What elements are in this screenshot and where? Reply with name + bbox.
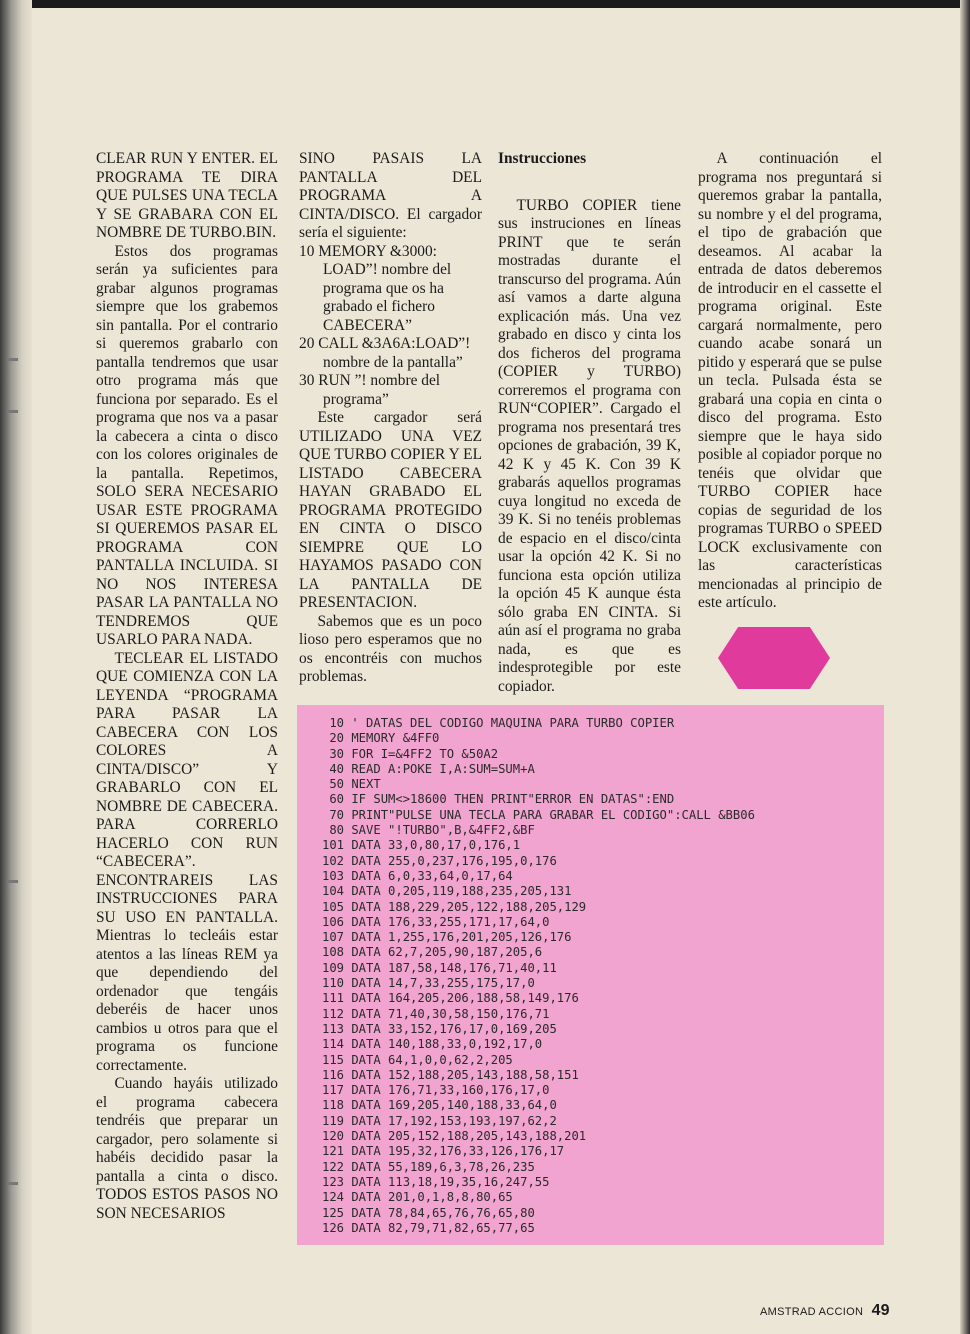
article-column-1	[96, 150, 278, 1223]
binding-staple	[8, 410, 18, 413]
paragraph: Estos dos programas serán ya suficientes para grabar algunos programas siempre que los grabemos sin pantalla. Por el contrario si queremos grabarlo con pantalla tendremos que usar otro programa más que funciona por separado. Es el programa que nos va a pasar la cabecera a cinta o disco con los colores originales de la pantalla. Repetimos, SOLO SERA NECESARIO USAR ESTE PROGRAMA SI QUEREMOS PASAR EL PROGRAMA CON PANTALLA INCLUIDA. SI NO NOS INTERESA PASAR LA PANTALLA NO TENDREMOS QUE USARLO PARA NADA.	[96, 242, 278, 648]
listing-line: 109 DATA 187,58,148,176,71,40,11	[322, 960, 557, 975]
listing-line: 103 DATA 6,0,33,64,0,17,64	[322, 868, 513, 883]
listing-line: 120 DATA 205,152,188,205,143,188,201	[322, 1129, 587, 1144]
listing-line: 70 PRINT"PULSE UNA TECLA PARA GRABAR EL CODIGO":CALL &BB06	[322, 807, 755, 822]
listing-line: 102 DATA 255,0,237,176,195,0,176	[322, 853, 557, 868]
listing-line: 123 DATA 113,18,19,35,16,247,55	[322, 1174, 550, 1189]
paragraph: SINO PASAIS LA PANTALLA DEL PROGRAMA A CINTA/DISCO. El cargador sería el siguiente:	[299, 150, 482, 241]
paragraph: TURBO COPIER tiene sus instruciones en líneas PRINT que te serán mostradas durante el transcurso del programa. Aún así vamos a darte alguna explicación más. Una vez grabado en disco y cinta los dos ficheros del programa (COPIER y TURBO) correremos el programa con RUN“COPIER”. Cargado el programa nos presentará tres opciones de grabación, 39 K, 42 K y 45 K. Con 39 K grabarás aquellos programas cuya longitud no exceda de 39 K. Si no tenéis problemas de espacio en el disco/cinta usar la opción 42 K. Si no funciona esta opción utiliza la opción 45 K aunque ésta sólo graba EN CINTA. Si aún así el programa no graba nada, es que es indesprotegible por este copiador.	[498, 196, 681, 695]
listing-line: 116 DATA 152,188,205,143,188,58,151	[322, 1067, 579, 1082]
listing-line: 80 SAVE "!TURBO",B,&4FF2,&BF	[322, 823, 535, 838]
listing-line: 10 ' DATAS DEL CODIGO MAQUINA PARA TURBO COPIER	[322, 716, 675, 730]
listing-line: 20 MEMORY &4FF0	[322, 731, 440, 746]
binding-staple	[8, 1182, 18, 1185]
magazine-name: AMSTRAD ACCION	[760, 1306, 864, 1318]
loader-line: 10 MEMORY &3000: LOAD”! nombre del programa que os ha grabado el fichero CABECERA”	[299, 242, 452, 334]
listing-line: 40 READ A:POKE I,A:SUM=SUM+A	[322, 761, 535, 776]
paragraph: CLEAR RUN Y ENTER. EL PROGRAMA TE DIRA QUE PULSES UNA TECLA Y SE GRABARA CON EL NOMBRE DE TURBO.BIN.	[96, 150, 278, 241]
listing-line: 50 NEXT	[322, 777, 381, 792]
listing-line: 121 DATA 195,32,176,33,126,176,17	[322, 1144, 565, 1159]
listing-line: 106 DATA 176,33,255,171,17,64,0	[322, 914, 550, 929]
listing-line: 30 FOR I=&4FF2 TO &50A2	[322, 746, 499, 761]
right-edge	[960, 0, 970, 1334]
hexagon-end-mark	[718, 627, 830, 689]
basic-listing-box	[297, 705, 884, 1245]
listing-line: 105 DATA 188,229,205,122,188,205,129	[322, 899, 587, 914]
listing-line: 126 DATA 82,79,71,82,65,77,65	[322, 1220, 535, 1235]
listing-line: 125 DATA 78,84,65,76,76,65,80	[322, 1205, 535, 1220]
binding-staple	[8, 358, 18, 361]
listing-line: 115 DATA 64,1,0,0,62,2,205	[322, 1052, 513, 1067]
listing-line: 112 DATA 71,40,30,58,150,176,71	[322, 1006, 550, 1021]
binding-staple	[8, 880, 18, 883]
listing-line: 124 DATA 201,0,1,8,8,80,65	[322, 1190, 513, 1205]
paragraph: Cuando hayáis utilizado el programa cabecera tendréis que preparar un cargador, pero solamente si habéis decidido pasar la pantalla a cinta o disco. TODOS ESTOS PASOS NO SON NECESARIOS	[96, 1075, 278, 1222]
loader-line: 20 CALL &3A6A:LOAD”! nombre de la pantalla”	[299, 335, 471, 371]
listing-line: 118 DATA 169,205,140,188,33,64,0	[322, 1098, 557, 1113]
listing-line: 114 DATA 140,188,33,0,192,17,0	[322, 1037, 543, 1052]
paragraph: Sabemos que es un poco lioso pero esperamos que no os encontréis con muchos problemas.	[299, 612, 482, 685]
listing-line: 117 DATA 176,71,33,160,176,17,0	[322, 1083, 550, 1098]
listing-line: 104 DATA 0,205,119,188,235,205,131	[322, 884, 572, 899]
listing-line: 111 DATA 164,205,206,188,58,149,176	[322, 991, 579, 1006]
listing-line: 110 DATA 14,7,33,255,175,17,0	[322, 976, 535, 991]
paragraph: Este cargador será UTILIZADO UNA VEZ QUE TURBO COPIER Y EL LISTADO CABECERA HAYAN GRABADO EL PROGRAMA PROTEGIDO EN CINTA O DISCO SIEMPRE QUE LO HAYAMOS PASADO CON LA PANTALLA DE PRESENTACION.	[299, 409, 482, 611]
article-column-2	[299, 150, 482, 687]
paragraph: A continuación el programa nos preguntará si queremos grabar la pantalla, su nombre y el del programa, el tipo de grabación que deseamos. Al acabar la entrada de datos deberemos de introducir en el cassette el programa original. Este cargará normalmente, pero cuando acabe sonará un pitido y esperará que se pulse un tecla. Pulsada ésta se grabará una copia en cinta o disco del programa. Esto siempre que le haya sido posible al copiador porque no tenéis que olvidar que TURBO COPIER hace copias de seguridad de los programas TURBO o SPEED LOCK exclusivamente con las características mencionadas al principio de este artículo.	[698, 150, 882, 611]
listing-line: 113 DATA 33,152,176,17,0,169,205	[322, 1021, 557, 1036]
loader-line: 30 RUN ”! nombre del programa”	[299, 372, 441, 408]
listing-line: 119 DATA 17,192,153,193,197,62,2	[322, 1113, 557, 1128]
section-heading: Instrucciones	[498, 150, 587, 167]
page-footer	[760, 1302, 889, 1320]
article-column-4	[698, 150, 882, 613]
listing-lines	[322, 716, 755, 1236]
listing-line: 107 DATA 1,255,176,201,205,126,176	[322, 930, 572, 945]
listing-line: 101 DATA 33,0,80,17,0,176,1	[322, 838, 521, 853]
listing-line: 122 DATA 55,189,6,3,78,26,235	[322, 1159, 535, 1174]
paragraph: TECLEAR EL LISTADO QUE COMIENZA CON LA LEYENDA “PROGRAMA PARA PASAR LA CABECERA CON LOS COLORES A CINTA/DISCO” Y GRABARLO CON EL NOMBRE DE CABECERA. PARA CORRERLO HACERLO CON RUN “CABECERA”. ENCONTRAREIS LAS INSTRUCCIONES PARA SU USO EN PANTALLA. Mientras lo tecleáis estar atentos a las líneas REM ya que dependiendo del ordenador que tengáis deberéis de hacer unos cambios u otros para que el programa os funcione correctamente.	[96, 649, 278, 1074]
listing-line: 108 DATA 62,7,205,90,187,205,6	[322, 945, 543, 960]
page-number: 49	[871, 1302, 890, 1319]
top-edge	[0, 0, 970, 8]
listing-line: 60 IF SUM<>18600 THEN PRINT"ERROR EN DATAS":END	[322, 792, 675, 807]
article-column-3	[498, 150, 681, 696]
binding-spine	[0, 0, 32, 1334]
